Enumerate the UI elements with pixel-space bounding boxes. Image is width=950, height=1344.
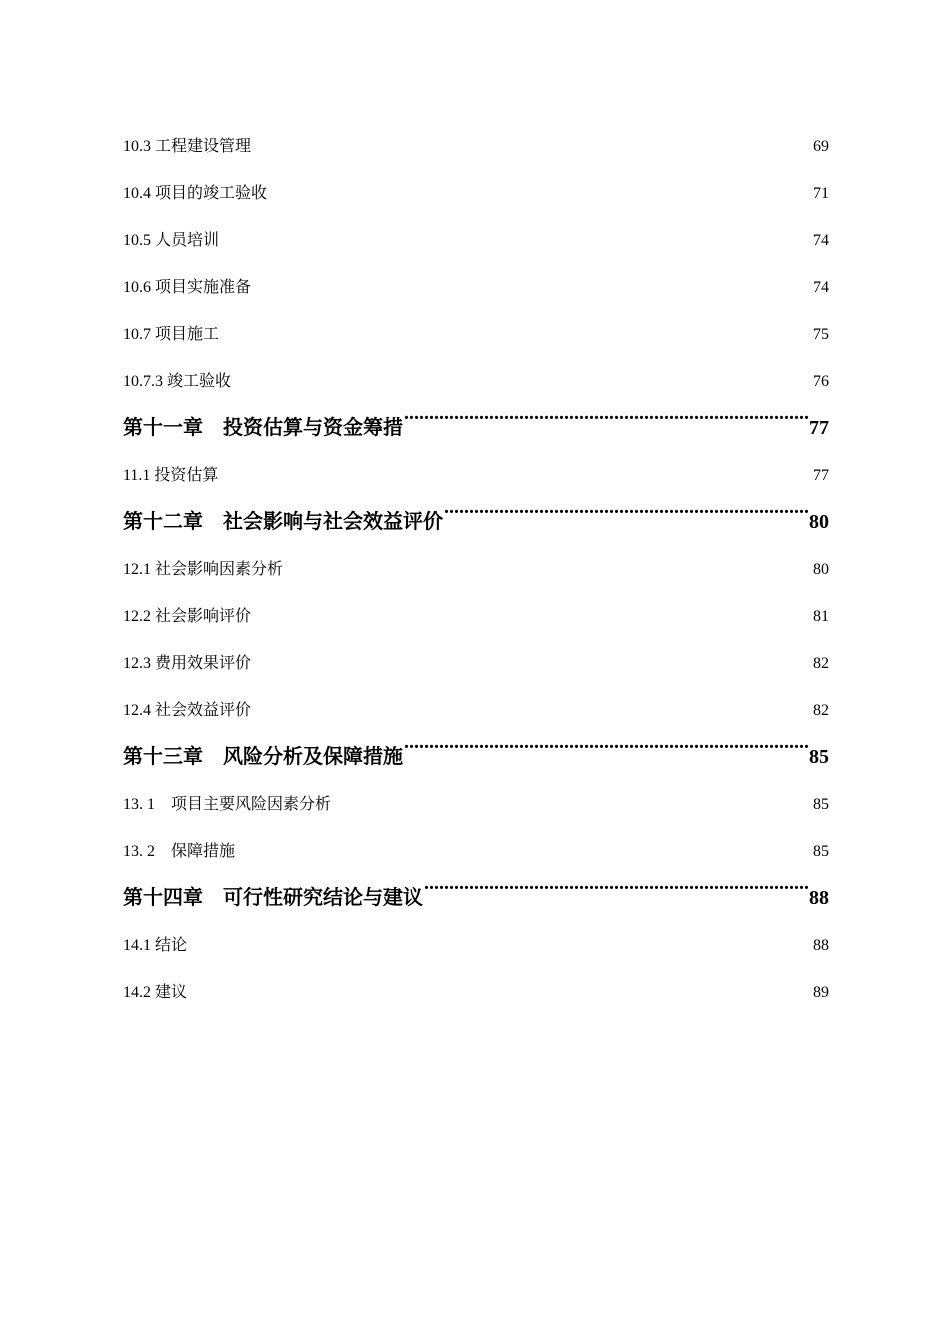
toc-chapter[interactable] [123, 875, 829, 922]
toc-page-number: 75 [813, 326, 829, 343]
toc-dot-leader [424, 884, 808, 904]
toc-page-number: 74 [813, 232, 829, 249]
toc-entry-label: 14.2 建议 [123, 984, 188, 1001]
toc-entry[interactable] [123, 781, 829, 828]
toc-entry-label: 12.1 社会影响因素分析 [123, 561, 284, 578]
toc-page-number: 77 [813, 467, 829, 484]
toc-entry[interactable] [123, 264, 829, 311]
toc-dot-leader [332, 793, 812, 809]
toc-dot-leader [188, 981, 812, 997]
toc-entry[interactable] [123, 593, 829, 640]
toc-dot-leader [220, 229, 812, 245]
toc-chapter[interactable] [123, 405, 829, 452]
toc-dot-leader [236, 840, 812, 856]
toc-chapter-label: 第十四章 可行性研究结论与建议 [123, 887, 423, 909]
toc-chapter[interactable] [123, 499, 829, 546]
toc-entry[interactable] [123, 969, 829, 1016]
toc-dot-leader [444, 508, 808, 528]
toc-entry-label: 10.5 人员培训 [123, 232, 220, 249]
toc-entry-label: 13. 2 保障措施 [123, 843, 236, 860]
toc-entry[interactable] [123, 922, 829, 969]
toc-entry[interactable] [123, 358, 829, 405]
toc-dot-leader [404, 743, 808, 763]
toc-page-number: 77 [809, 417, 829, 439]
toc-page-number: 88 [809, 887, 829, 909]
toc-dot-leader [220, 323, 812, 339]
toc-entry[interactable] [123, 828, 829, 875]
toc-chapter-label: 第十二章 社会影响与社会效益评价 [123, 511, 443, 533]
toc-page-number: 82 [813, 702, 829, 719]
toc-chapter[interactable] [123, 734, 829, 781]
toc-page-number: 69 [813, 138, 829, 155]
toc-dot-leader [252, 699, 812, 715]
toc-entry-label: 10.7 项目施工 [123, 326, 220, 343]
toc-dot-leader [268, 182, 812, 198]
toc-entry[interactable] [123, 687, 829, 734]
toc-entry[interactable] [123, 217, 829, 264]
toc-page-number: 85 [813, 796, 829, 813]
toc-page-number: 76 [813, 373, 829, 390]
table-of-contents [123, 123, 829, 1016]
toc-dot-leader [404, 414, 808, 434]
toc-entry-label: 10.3 工程建设管理 [123, 138, 252, 155]
toc-entry[interactable] [123, 123, 829, 170]
toc-chapter-label: 第十三章 风险分析及保障措施 [123, 746, 403, 768]
toc-chapter-label: 第十一章 投资估算与资金筹措 [123, 417, 403, 439]
toc-page-number: 85 [809, 746, 829, 768]
toc-entry-label: 14.1 结论 [123, 937, 188, 954]
toc-entry-label: 10.7.3 竣工验收 [123, 373, 232, 390]
toc-page-number: 81 [813, 608, 829, 625]
toc-page-number: 82 [813, 655, 829, 672]
toc-dot-leader [284, 558, 812, 574]
toc-entry-label: 10.4 项目的竣工验收 [123, 185, 268, 202]
toc-page-number: 71 [813, 185, 829, 202]
toc-entry[interactable] [123, 311, 829, 358]
toc-page-number: 74 [813, 279, 829, 296]
toc-dot-leader [219, 464, 812, 480]
toc-dot-leader [252, 135, 812, 151]
toc-dot-leader [252, 276, 812, 292]
toc-entry-label: 12.4 社会效益评价 [123, 702, 252, 719]
toc-entry[interactable] [123, 640, 829, 687]
toc-dot-leader [252, 652, 812, 668]
toc-entry[interactable] [123, 546, 829, 593]
toc-entry-label: 11.1 投资估算 [123, 467, 219, 484]
toc-dot-leader [188, 934, 812, 950]
toc-page-number: 88 [813, 937, 829, 954]
toc-entry-label: 12.2 社会影响评价 [123, 608, 252, 625]
toc-entry-label: 13. 1 项目主要风险因素分析 [123, 796, 332, 813]
toc-page-number: 85 [813, 843, 829, 860]
toc-entry[interactable] [123, 170, 829, 217]
toc-page-number: 80 [809, 511, 829, 533]
toc-entry[interactable] [123, 452, 829, 499]
toc-entry-label: 12.3 费用效果评价 [123, 655, 252, 672]
toc-entry-label: 10.6 项目实施准备 [123, 279, 252, 296]
toc-dot-leader [252, 605, 812, 621]
toc-page-number: 80 [813, 561, 829, 578]
toc-dot-leader [232, 370, 812, 386]
toc-page-number: 89 [813, 984, 829, 1001]
